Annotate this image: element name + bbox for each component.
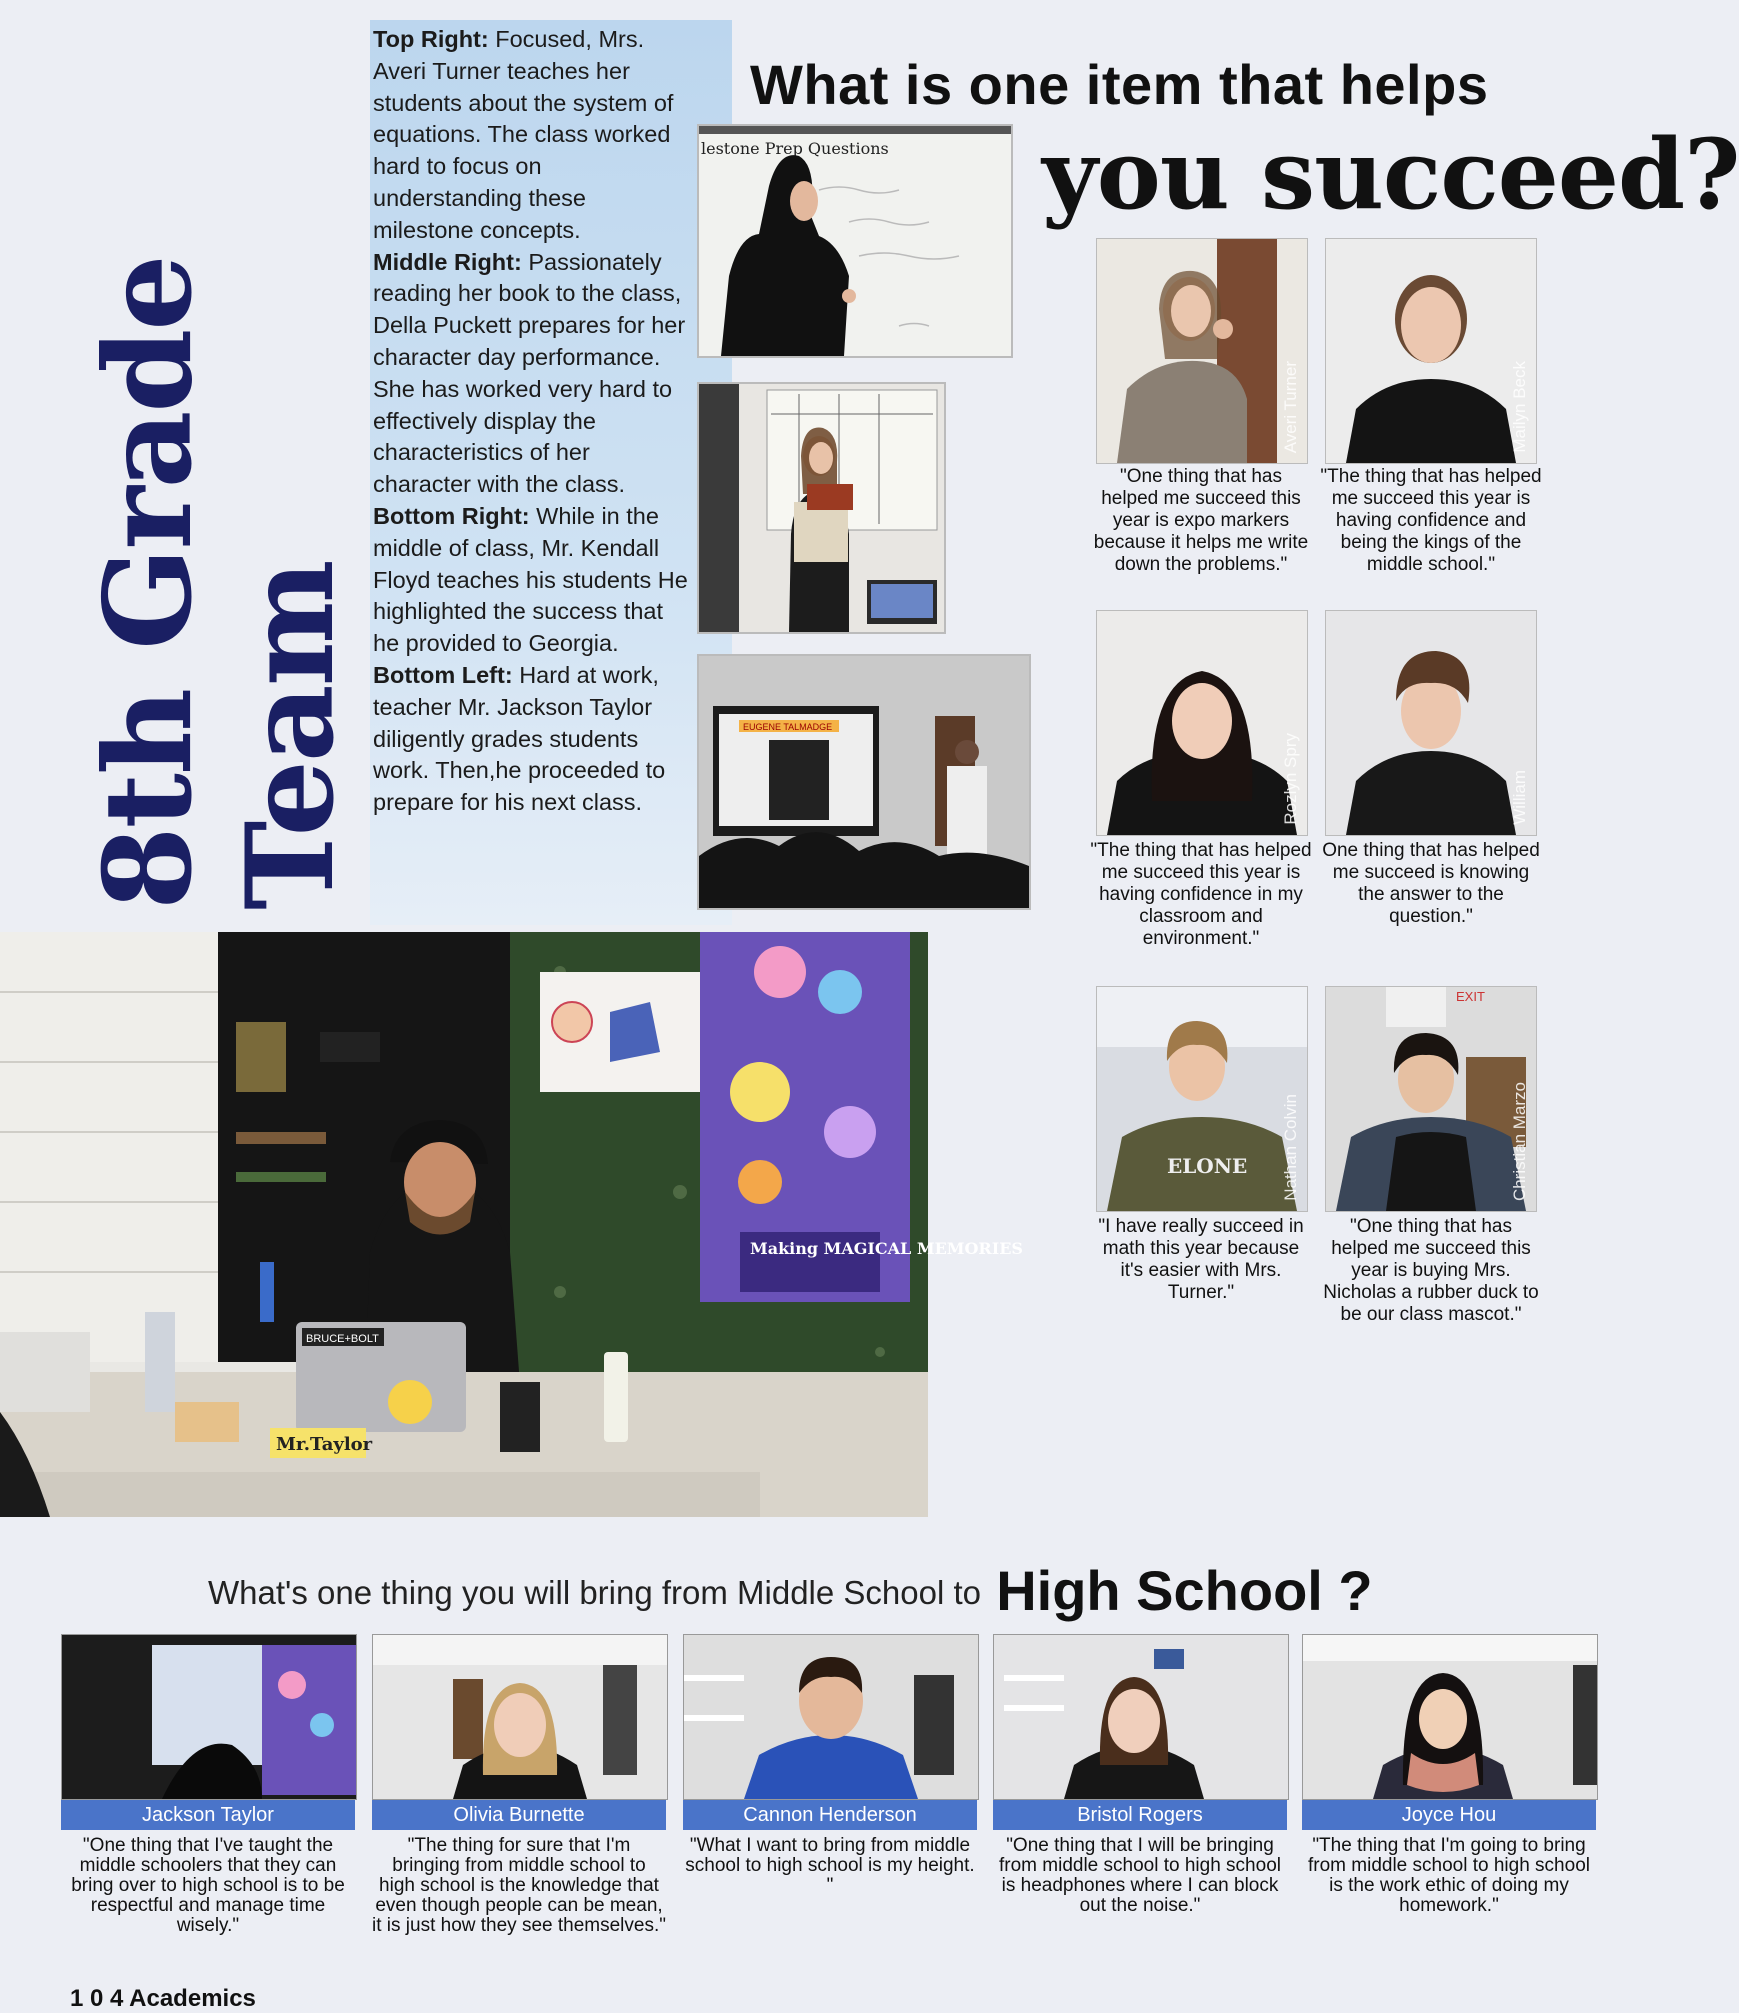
portrait-name: Mailyn Beck — [1510, 361, 1529, 453]
hs-name: Cannon Henderson — [683, 1800, 977, 1830]
portrait-quote: "The thing that has helped me succeed this year is having confidence and being the kings of the middle school." — [1320, 466, 1542, 575]
portrait-name: Christian Marzo — [1510, 1081, 1529, 1201]
hs-quote: "One thing that I will be bringing from middle school to high school is headphones where I can block out the noise." — [999, 1835, 1281, 1916]
portrait-name: Nathan Colvin — [1281, 1094, 1300, 1201]
caption-text-bottom-left: Hard at work, teacher Mr. Jackson Taylor diligently grades students work. Then,he proceeded to prepare for his next class. — [373, 661, 666, 816]
portrait-quote: "One thing that has helped me succeed this year is expo markers because it helps me write down the problems." — [1093, 466, 1309, 575]
slide-title: EUGENE TALMADGE — [743, 722, 833, 732]
portrait-rozlyn-spry — [1096, 610, 1308, 836]
photo-classroom-presentation — [697, 654, 1031, 910]
hs-photo — [1302, 1634, 1598, 1800]
title-line-1: 8th Grade — [78, 256, 219, 910]
caption-label-middle-right: Middle Right: — [373, 248, 522, 275]
portrait-mailyn — [1325, 238, 1537, 464]
laptop-sticker: BRUCE+BOLT — [306, 1333, 379, 1345]
hs-card-cannon-henderson — [683, 1634, 977, 1896]
portrait-quote: "The thing that has helped me succeed this year is having confidence in my classroom and environment." — [1090, 840, 1312, 949]
question-heading-line-2: you succeed? — [1042, 118, 1739, 231]
hs-photo — [372, 1634, 668, 1800]
caption-text-top-right: Focused, Mrs. Averi Turner teaches her students about the system of equations. The class worked hard to focus on understanding these milestone concepts. — [373, 26, 674, 243]
portrait-nathan-colvin — [1096, 986, 1308, 1212]
portrait-quote: "I have really succeed in math this year because it's easier with Mrs. Turner." — [1098, 1216, 1304, 1303]
hs-card-olivia-burnette — [372, 1634, 666, 1936]
caption-text-bottom-right: While in the middle of class, Mr. Kendall Floyd teaches his students He highlighted the success that he provided to Georgia. — [373, 502, 688, 657]
photo-captions — [373, 24, 693, 819]
hs-name: Joyce Hou — [1302, 1800, 1596, 1830]
board-title: lestone Prep Questions — [701, 139, 889, 158]
hs-quote: "The thing that I'm going to bring from middle school to high school is the work ethic of doing my homework." — [1308, 1835, 1590, 1916]
question-heading-line-1: What is one item that helps — [750, 53, 1489, 116]
hs-quote: "What I want to bring from middle school to high school is my height. " — [685, 1835, 975, 1896]
desk-nameplate: Mr.Taylor — [276, 1434, 373, 1455]
portrait-christian-marzo — [1325, 986, 1537, 1212]
hs-photo — [683, 1634, 979, 1800]
page-footer: 1 0 4 Academics — [70, 1985, 256, 2012]
hs-card-bristol-rogers — [993, 1634, 1287, 1916]
caption-label-top-right: Top Right: — [373, 26, 489, 52]
page-title — [50, 120, 361, 920]
hs-quote: "The thing for sure that I'm bringing from middle school to high school is the knowledge that even though people can be mean, it is just how they see themselves." — [372, 1835, 666, 1936]
portrait-quote: "One thing that has helped me succeed this year is buying Mrs. Nicholas a rubber duck to be our class mascot." — [1323, 1216, 1539, 1325]
hs-name: Olivia Burnette — [372, 1800, 666, 1830]
high-school-question-text: What's one thing you will bring from Middle School to — [208, 1574, 982, 1611]
hs-photo — [61, 1634, 357, 1800]
portrait-name: Averi Turner — [1281, 360, 1300, 453]
portrait-william — [1325, 610, 1537, 836]
high-school-question — [208, 1552, 1373, 1622]
caption-label-bottom-left: Bottom Left: — [373, 661, 513, 688]
hs-name: Jackson Taylor — [61, 1800, 355, 1830]
exit-sign: EXIT — [1456, 989, 1485, 1004]
caption-label-bottom-right: Bottom Right: — [373, 502, 530, 529]
portrait-name: Rozlyn Spry — [1281, 733, 1300, 825]
portrait-averi-turner — [1096, 238, 1308, 464]
caption-text-middle-right: Passionately reading her book to the class, Della Puckett prepares for her character day performance. She has worked very hard to effectively display the characteristics of her character with the class. — [373, 248, 686, 498]
hoodie-text: ELONE — [1167, 1154, 1248, 1178]
title-line-2: Team — [220, 561, 361, 910]
photo-teacher-grading — [0, 932, 1023, 1517]
portrait-quote: One thing that has helped me succeed is knowing the answer to the question." — [1322, 840, 1540, 927]
poster-text: Making MAGICAL MEMORIES — [750, 1239, 1023, 1258]
portrait-name: William — [1510, 770, 1529, 825]
hs-quote: "One thing that I've taught the middle schoolers that they can bring over to high school is to be respectful and manage time wisely." — [71, 1835, 345, 1936]
hs-card-joyce-hou — [1302, 1634, 1596, 1916]
hs-card-jackson-taylor — [61, 1634, 355, 1936]
hs-photo — [993, 1634, 1289, 1800]
high-school-question-emphasis: High School ? — [996, 1559, 1373, 1622]
photo-teacher-whiteboard — [697, 124, 1013, 358]
hs-name: Bristol Rogers — [993, 1800, 1287, 1830]
photo-student-reading — [697, 382, 946, 634]
